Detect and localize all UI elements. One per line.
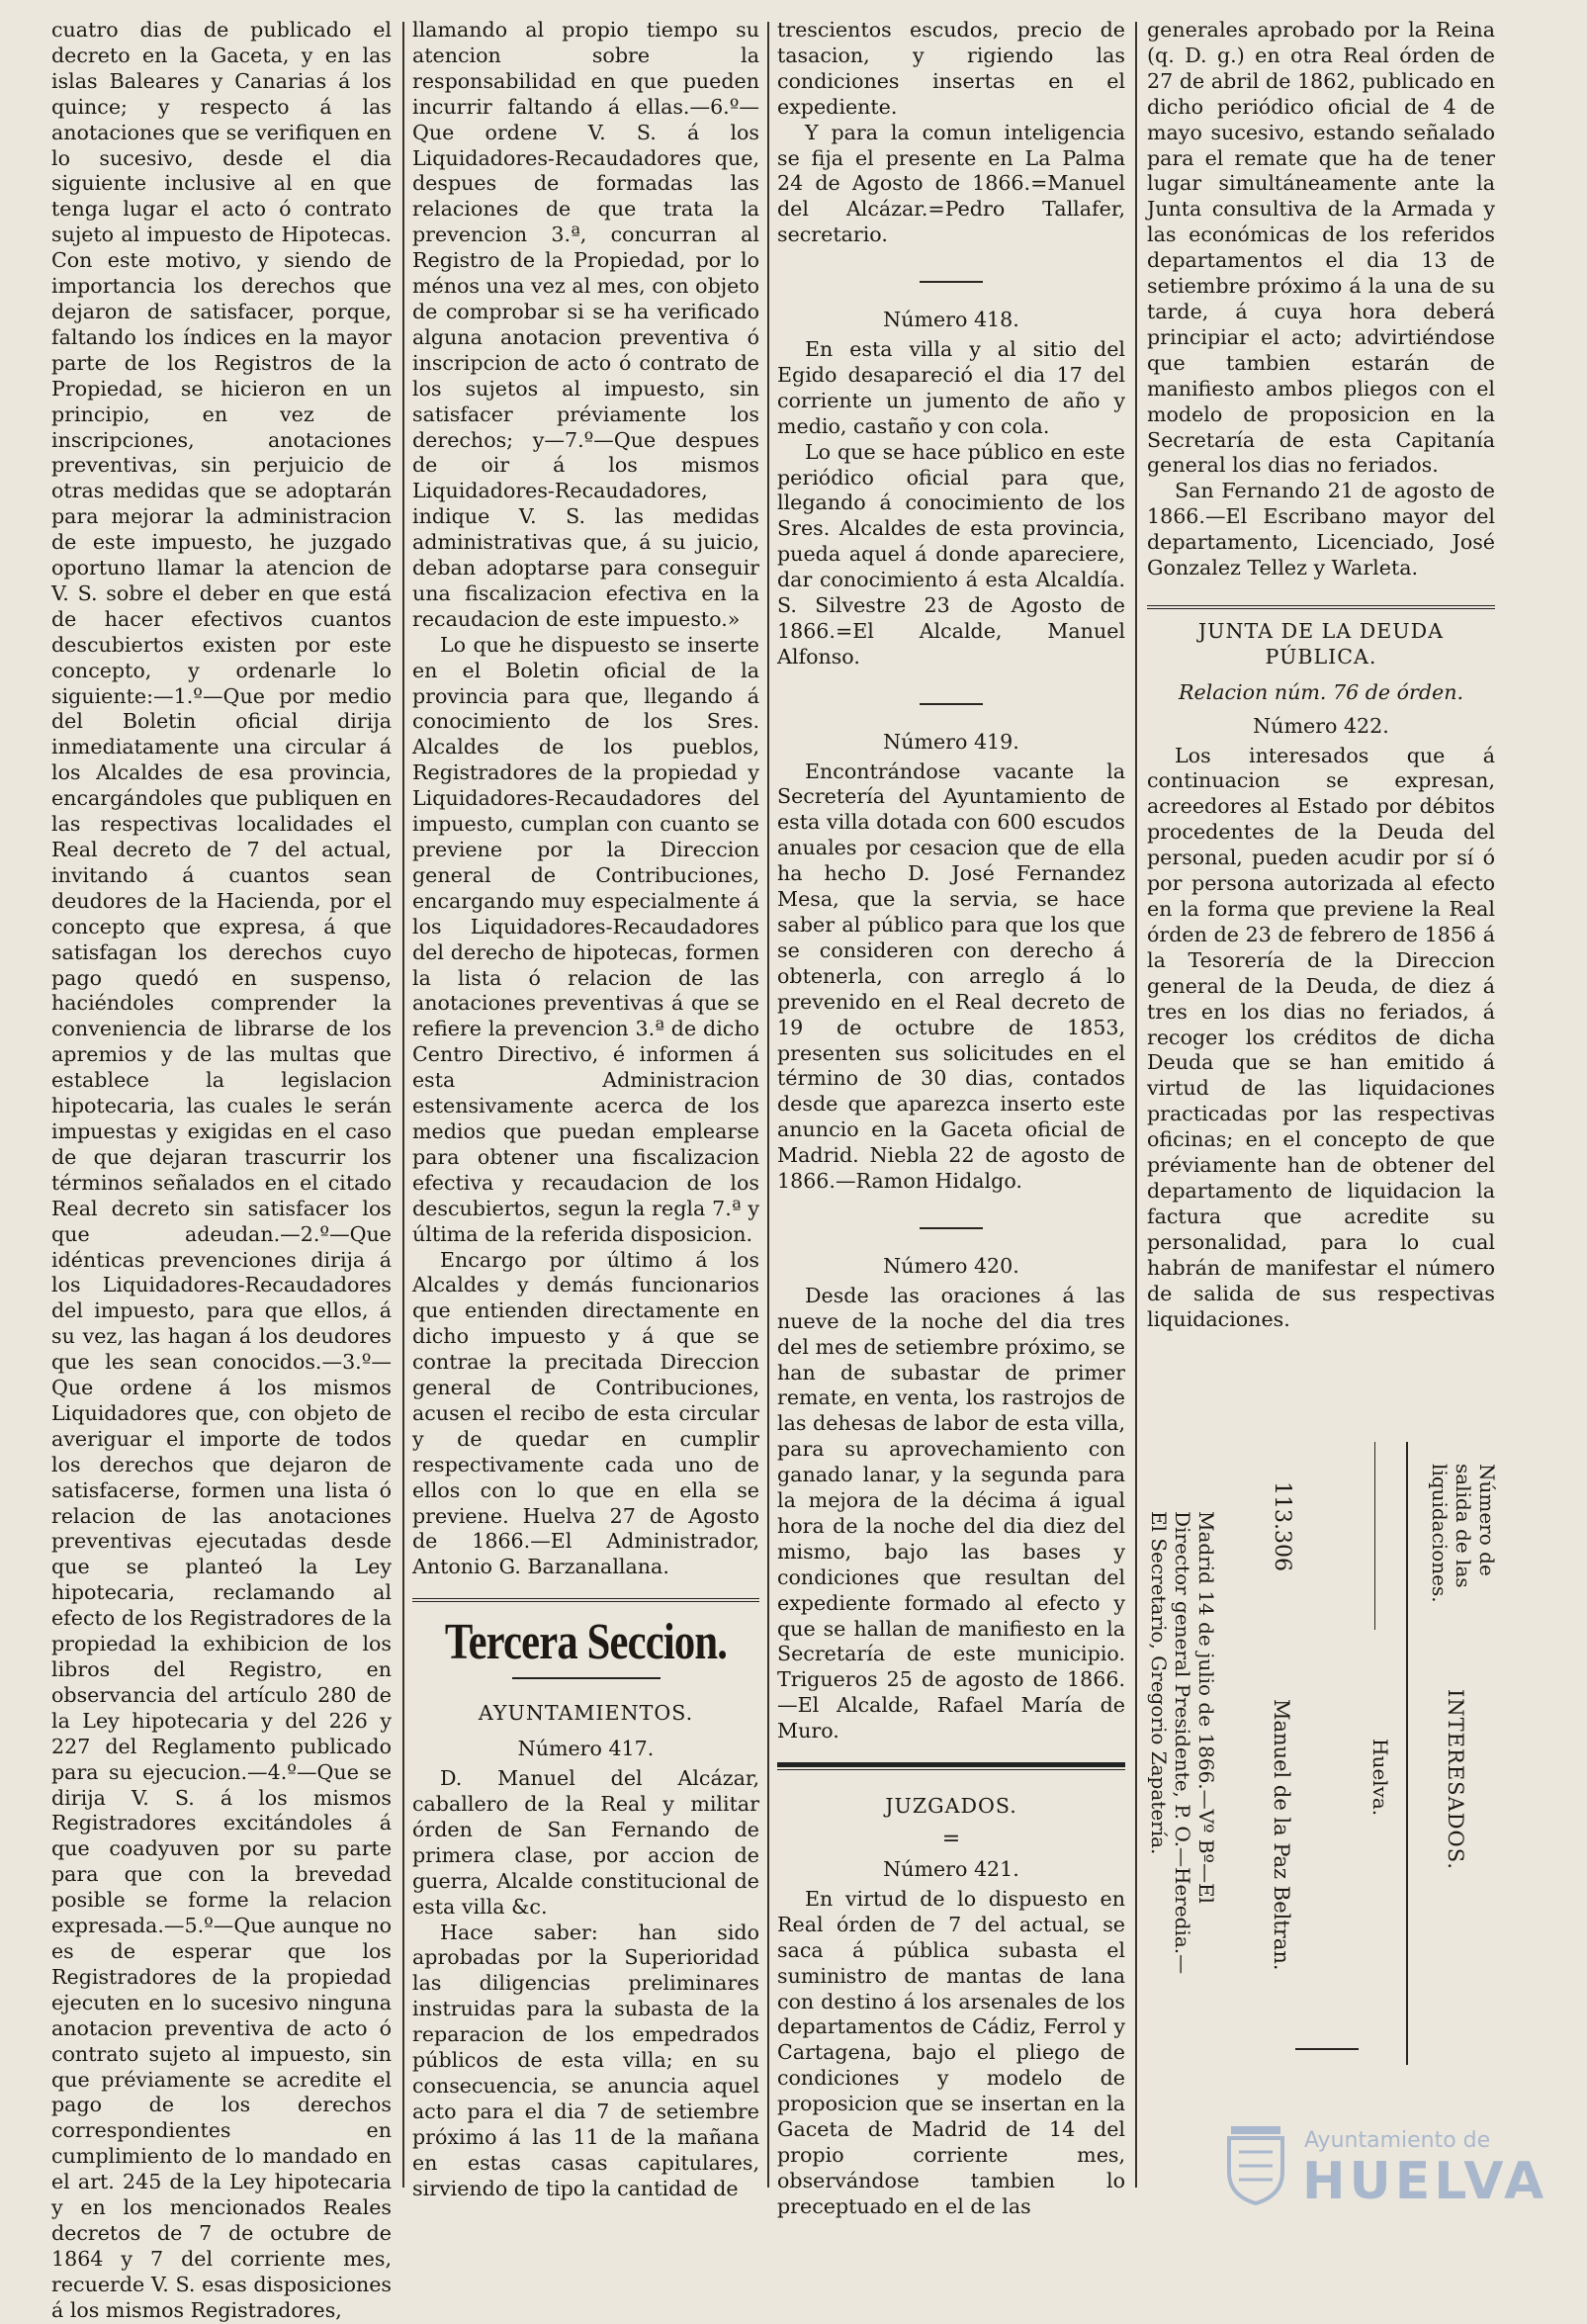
table-rule xyxy=(1374,1442,1375,1630)
table-footer: Madrid 14 de julio de 1866.—Vº Bº—El Director general Presidente, P. O.—Heredia.—El Secretario, Gregorio Zapatería. xyxy=(1147,1511,1218,1975)
paragraph: Y para la comun inteligencia se fija el presente en La Palma 24 de Agosto de 1866.=Manuel del Alcázar.=Pedro Tallafer, secretario. xyxy=(777,120,1125,247)
relacion-heading: Relacion núm. 76 de órden. xyxy=(1178,679,1464,704)
separator xyxy=(777,1210,1125,1236)
paragraph: D. Manuel del Alcázar, caballero de la Real y militar órden de San Fernando de primera clase, por accion de guerra, Alcalde constitucional de esta villa &c. xyxy=(412,1766,759,1919)
notice-number: Número 419. xyxy=(883,729,1019,754)
equals-ornament: = xyxy=(941,1827,961,1851)
paragraph: generales aprobado por la Reina (q. D. g.) en otra Real órden de 27 de abril de 1862, publicado en dicho periódico oficial de 4 de mayo sucesivo, estando señalado para el remate que ha de tener lugar simultáneamente ante la Junta consultiva de la Armada y las económicas de los referidos departamentos el dia 13 de setiembre próximo á la una de su tarde, á cuya hora deberá principiar el acto; advirtiéndose que tambien estarán de manifiesto ambos pliegos con el modelo de proposicion en la Secretaría de esta Capitanía general los dias no feriados. xyxy=(1147,18,1495,478)
circular-text: cuatro dias de publicado el decreto en la Gaceta, y en las islas Baleares y Canarias á los quince; y respecto á las anotaciones que se verifiquen en lo sucesivo, desde el dia siguiente inclusive al en que tenga lugar el acto ó contrato sujeto al impuesto de Hipotecas. Con este motivo, y siendo de importancia los derechos que dejaron de satisfacer, porque, faltando los índices en la mayor parte de los Registros de la Propiedad, se hicieron en un principio, en vez de inscripciones, anotaciones preventivas, sin perjuicio de otras medidas que se adoptarán para mejorar la administracion de este impuesto, he juzgado oportuno llamar la atencion de V. S. sobre el deber en que está de hacer efectivos cuantos descubiertos existen por este concepto, y ordenarle lo siguiente:—1.º—Que por medio del Boletin oficial dirija inmediatamente una circular á los Alcaldes de esa provincia, encargándoles que publiquen en las respectivas localidades el Real decreto de 7 del actual, invitando á cuantos sean deudores de la Hacienda, por el concepto que expresa, á que satisfagan los derechos cuyo pago quedó en suspenso, haciéndoles comprender la conveniencia de librarse de los apremios y de las multas que establece la legislacion hipotecaria, las cuales le serán impuestas y exigidas en el caso de que dejaran trascurrir los términos señalados en el citado Real decreto sin satisfacer los que adeudan.—2.º—Que idénticas prevenciones dirija á los Liquidadores-Recaudadores del impuesto, para que ellos, á su vez, las hagan á los deudores que les sean conocidos.—3.º—Que ordene á los mismos Liquidadores que, con objeto de averiguar el importe de todos los derechos que dejaron de satisfacerse, formen una lista ó relacion de las anotaciones preventivas ejecutadas desde que se planteó la Ley hipotecaria, reclamando al efecto de los Registradores de la propiedad la exhibicion de los libros del Registro, en observancia del artículo 280 de la Ley hipotecaria y del 226 y 227 del Reglamento publicado para su ejecucion.—4.º—Que se dirija V. S. á los mismos Registradores excitándoles á que coadyuven por su parte para que con la brevedad posible se forme la relacion expresada.—5.º—Que aunque no es de esperar que los Registradores de la propiedad ejecuten en lo sucesivo ninguna anotacion preventiva de acto ó contrato sujeto al impuesto, sin que préviamente se acredite el pago de los derechos correspondientes en cumplimiento de lo mandado en el art. 245 de la Ley hipotecaria y en los mencionados Reales decretos de 7 de octubre de 1864 y 7 del corriente mes, recuerde V. S. esas disposiciones á los mismos Registradores, xyxy=(51,18,392,2322)
paragraph: Encargo por último á los Alcaldes y demás funcionarios que entienden directamente en dicho impuesto y á que se contrae la precitada Direccion general de Contribuciones, acusen el recibo de esta circular y de quedar en cumplir respectivamente cada uno de ellos con lo que en ella se previene. Huelva 27 de Agosto de 1866.—El Administrador, Antonio G. Barzanallana. xyxy=(412,1247,759,1579)
table-rule xyxy=(1406,1442,1408,2065)
column-rule xyxy=(1135,22,1137,2188)
watermark-line1: Ayuntamiento de xyxy=(1304,2128,1491,2153)
column-rule xyxy=(402,22,404,2188)
table-header-number: Número de salida de las liquidaciones. xyxy=(1428,1464,1499,1603)
paragraph: Lo que se hace público en este periódico oficial para que, llegando á conocimiento de los Sres. Alcaldes de esta provincia, pueda aquel á donde apareciere, dar conocimiento á esta Alcaldía. S. Silvestre 23 de Agosto de 1866.=El Alcalde, Manuel Alfonso. xyxy=(777,439,1125,669)
paragraph: En virtud de lo dispuesto en Real órden de 7 del actual, se saca á pública subasta el suministro de mantas de lana con destino á los arsenales de los departamentos de Cádiz, Ferrol y Cartagena, bajo el pliego de condiciones y modelo de proposicion que se insertan en la Gaceta de Madrid de 14 del propio corriente mes, observándose tambien lo preceptuado en el de las xyxy=(777,1886,1125,2218)
column-rule xyxy=(767,22,769,2188)
separator xyxy=(1295,2035,1359,2054)
column-2 xyxy=(412,18,759,2202)
notice-number: Número 422. xyxy=(1253,713,1389,738)
table-name: Manuel de la Paz Beltran. xyxy=(1270,1699,1293,1971)
watermark-stamp xyxy=(1221,2108,1548,2227)
creditors-table xyxy=(1147,1442,1499,2065)
double-rule xyxy=(412,1598,759,1602)
section-heading: JUNTA DE LA DEUDA PÚBLICA. xyxy=(1197,618,1445,669)
notice-number: Número 421. xyxy=(883,1857,1019,1881)
thick-rule xyxy=(777,1762,1125,1767)
paragraph: San Fernando 21 de agosto de 1866.—El Escribano mayor del departamento, Licenciado, José Gonzalez Tellez y Warleta. xyxy=(1147,479,1495,581)
column-4 xyxy=(1147,18,1495,1332)
notice-number: Número 420. xyxy=(883,1253,1019,1278)
thin-rule xyxy=(777,1769,1125,1770)
column-3 xyxy=(777,18,1125,2220)
paragraph: trescientos escudos, precio de tasacion, y rigiendo las condiciones insertas en el expediente. xyxy=(777,18,1125,119)
notice-number: Número 417. xyxy=(517,1737,655,1761)
table-header-interested: INTERESADOS. xyxy=(1444,1689,1467,1871)
coat-of-arms-icon xyxy=(1221,2122,1290,2205)
section-heading: AYUNTAMIENTOS. xyxy=(478,1701,694,1726)
circular-text-cont: llamando al propio tiempo su atencion sobre la responsabilidad en que pueden incurrir faltando á ellas.—6.º—Que ordene V. S. á los Liquidadores-Recaudadores que, despues de formadas las relaciones de que trata la prevencion 3.ª, concurran al Registro de la Propiedad, por lo ménos una vez al mes, con objeto de comprobar si se ha verificado alguna anotacion preventiva ó inscripcion de acto ó contrato de los sujetos al impuesto, sin satisfacer préviamente los derechos; y—7.º—Que despues de oir á los mismos Liquidadores-Recaudadores, indique V. S. las medidas administrativas que, á su juicio, deban adoptarse para conseguir una fiscalizacion efectiva en la recaudacion de este impuesto.» xyxy=(412,18,759,631)
title-underline xyxy=(512,1677,661,1679)
paragraph: En esta villa y al sitio del Egido desapareció el dia 17 del corriente un jumento de año y medio, castaño y con cola. xyxy=(777,336,1125,438)
paragraph: Los interesados que á continuacion se expresan, acreedores al Estado por débitos procedentes de la Deuda del personal, pueden acudir por sí ó por persona autorizada al efecto en la forma que previene la Real órden de 23 de febrero de 1856 á la Tesorería de la Direccion general de la Deuda, de diez á tres en los dias no feriados, á recoger los créditos de dicha Deuda que se han emitido á virtud de las liquidaciones practicadas por las respectivas oficinas; en el concepto de que préviamente han de obtener del departamento de liquidacion la factura que acredite su personalidad, para lo cual habrán de manifestar el número de salida de sus respectivas liquidaciones. xyxy=(1147,743,1495,1331)
separator xyxy=(777,686,1125,712)
paragraph: Lo que he dispuesto se inserte en el Boletin oficial de la provincia para que, llegando á conocimiento de los Sres. Alcaldes de los pueblos, Registradores de la propiedad y Liquidadores-Recaudadores del impuesto, cumplan con cuanto se previene por la Direccion general de Contribuciones, encargando muy especialmente á los Liquidadores-Recaudadores del derecho de hipotecas, formen la lista ó relacion de las anotaciones preventivas á que se refiere la prevencion 3.ª de dicho Centro Directivo, é informen á esta Administracion estensivamente acerca de los medios que puedan emplearse para obtener una fiscalizacion efectiva y recaudacion de los descubiertos, segun la regla 7.ª y última de la referida disposicion. xyxy=(412,632,759,1246)
section-heading: JUZGADOS. xyxy=(885,1794,1017,1819)
table-number: 113.306 xyxy=(1270,1481,1294,1571)
table-province: Huelva. xyxy=(1368,1739,1392,1817)
column-1 xyxy=(51,18,392,2324)
notice-number: Número 418. xyxy=(883,308,1019,332)
double-rule xyxy=(1147,605,1495,609)
section-title: Tercera Seccion. xyxy=(444,1614,728,1671)
paragraph: Desde las oraciones á las nueve de la noche del dia tres del mes de setiembre próximo, se han de subastar de primer remate, en venta, los rastrojos de las dehesas de labor de esta villa, para su aprovechamiento con ganado lanar, y la segunda para la mejora de la décima á igual hora de la noche del dia diez del mismo, bajo las bases y condiciones que resultan del expediente formado al efecto y que se hallan de manifiesto en la Secretaría de este municipio. Trigueros 25 de agosto de 1866.—El Alcalde, Rafael María de Muro. xyxy=(777,1283,1125,1743)
separator xyxy=(777,264,1125,290)
paragraph: Encontrándose vacante la Secretería del Ayuntamiento de esta villa dotada con 600 escudos anuales por cesacion que de ella ha hecho D. José Fernandez Mesa, que la servia, se hace saber al público para que los que se consideren con derecho á obtenerla, con arreglo á lo prevenido en el Real decreto de 19 de octubre de 1853, presenten sus solicitudes en el término de 30 dias, contados desde que aparezca inserto este anuncio en la Gaceta oficial de Madrid. Niebla 22 de agosto de 1866.—Ramon Hidalgo. xyxy=(777,759,1125,1194)
watermark-line2: HUELVA xyxy=(1302,2152,1548,2211)
paragraph: Hace saber: han sido aprobadas por la Superioridad las diligencias preliminares instruidas para la subasta de la reparacion de los empedrados públicos de esta villa; en su consecuencia, se anuncia aquel acto para el dia 7 de setiembre próximo á las 11 de la mañana en estas casas capitulares, sirviendo de tipo la cantidad de xyxy=(412,1920,759,2200)
